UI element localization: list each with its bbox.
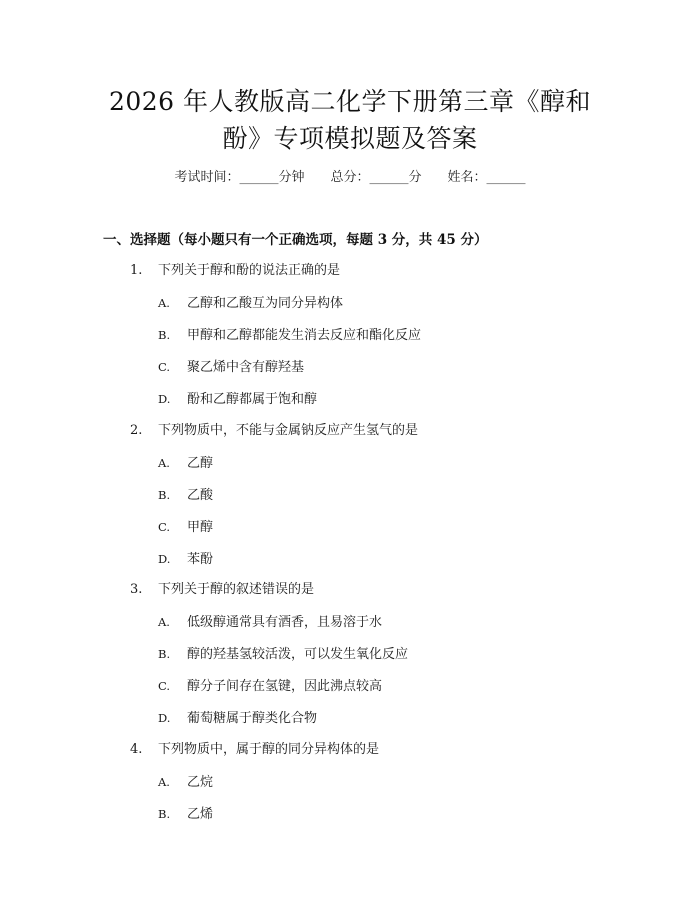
question-number: 4. bbox=[130, 742, 143, 757]
question-number: 2. bbox=[130, 423, 143, 438]
question-1-option-a bbox=[158, 293, 343, 314]
question-2-option-d bbox=[158, 549, 213, 570]
section-heading-multiple-choice: 一、选择题（每小题只有一个正确选项，每题 3 分，共 45 分） bbox=[103, 232, 488, 248]
question-text: 下列物质中，属于醇的同分异构体的是 bbox=[158, 742, 380, 757]
option-text: 聚乙烯中含有醇羟基 bbox=[187, 360, 305, 375]
question-number: 3. bbox=[130, 582, 143, 597]
exam-info-row bbox=[0, 168, 700, 188]
total-score-field: 总分：______分 bbox=[330, 170, 422, 185]
question-2-option-b bbox=[158, 485, 213, 506]
question-text: 下列物质中，不能与金属钠反应产生氢气的是 bbox=[158, 423, 419, 438]
option-text: 葡萄糖属于醇类化合物 bbox=[187, 711, 318, 726]
question-4-option-b bbox=[158, 804, 213, 825]
question-1-option-d bbox=[158, 389, 317, 410]
option-text: 乙烷 bbox=[187, 775, 214, 790]
question-3 bbox=[130, 580, 314, 600]
option-letter: D. bbox=[158, 711, 171, 725]
question-1-option-b bbox=[158, 325, 421, 346]
option-text: 甲醇和乙醇都能发生消去反应和酯化反应 bbox=[187, 328, 422, 343]
question-1 bbox=[130, 261, 340, 281]
option-letter: B. bbox=[158, 328, 171, 342]
option-letter: C. bbox=[158, 679, 171, 693]
option-text: 乙酸 bbox=[187, 488, 214, 503]
student-name-field: 姓名：______ bbox=[447, 170, 526, 185]
option-letter: A. bbox=[158, 296, 170, 310]
question-2-option-a bbox=[158, 453, 213, 474]
question-4 bbox=[130, 740, 379, 760]
option-letter: B. bbox=[158, 647, 171, 661]
option-letter: A. bbox=[158, 615, 170, 629]
option-text: 甲醇 bbox=[187, 520, 214, 535]
option-letter: B. bbox=[158, 488, 171, 502]
option-letter: D. bbox=[158, 552, 171, 566]
question-2-option-c bbox=[158, 517, 213, 538]
option-text: 醇的羟基氢较活泼，可以发生氧化反应 bbox=[187, 647, 409, 662]
option-text: 苯酚 bbox=[187, 552, 214, 567]
option-letter: D. bbox=[158, 392, 171, 406]
question-4-option-a bbox=[158, 772, 213, 793]
question-3-option-b bbox=[158, 644, 408, 665]
question-3-option-c bbox=[158, 676, 382, 697]
option-text: 乙醇和乙酸互为同分异构体 bbox=[187, 296, 344, 311]
page-title-line-2: 酚》专项模拟题及答案 bbox=[222, 124, 478, 153]
option-text: 乙烯 bbox=[187, 807, 214, 822]
option-letter: B. bbox=[158, 807, 171, 821]
option-text: 酚和乙醇都属于饱和醇 bbox=[187, 392, 318, 407]
question-text: 下列关于醇的叙述错误的是 bbox=[158, 582, 315, 597]
option-letter: A. bbox=[158, 775, 170, 789]
question-3-option-a bbox=[158, 612, 382, 633]
question-text: 下列关于醇和酚的说法正确的是 bbox=[158, 263, 341, 278]
question-number: 1. bbox=[130, 263, 143, 278]
question-2 bbox=[130, 421, 418, 441]
question-1-option-c bbox=[158, 357, 304, 378]
option-letter: C. bbox=[158, 360, 171, 374]
page-title-line-1: 2026 年人教版高二化学下册第三章《醇和 bbox=[108, 87, 592, 116]
question-3-option-d bbox=[158, 708, 317, 729]
exam-time-field: 考试时间：______分钟 bbox=[174, 170, 305, 185]
option-text: 醇分子间存在氢键，因此沸点较高 bbox=[187, 679, 383, 694]
option-letter: C. bbox=[158, 520, 171, 534]
option-letter: A. bbox=[158, 456, 170, 470]
option-text: 乙醇 bbox=[187, 456, 214, 471]
option-text: 低级醇通常具有酒香，且易溶于水 bbox=[187, 615, 383, 630]
